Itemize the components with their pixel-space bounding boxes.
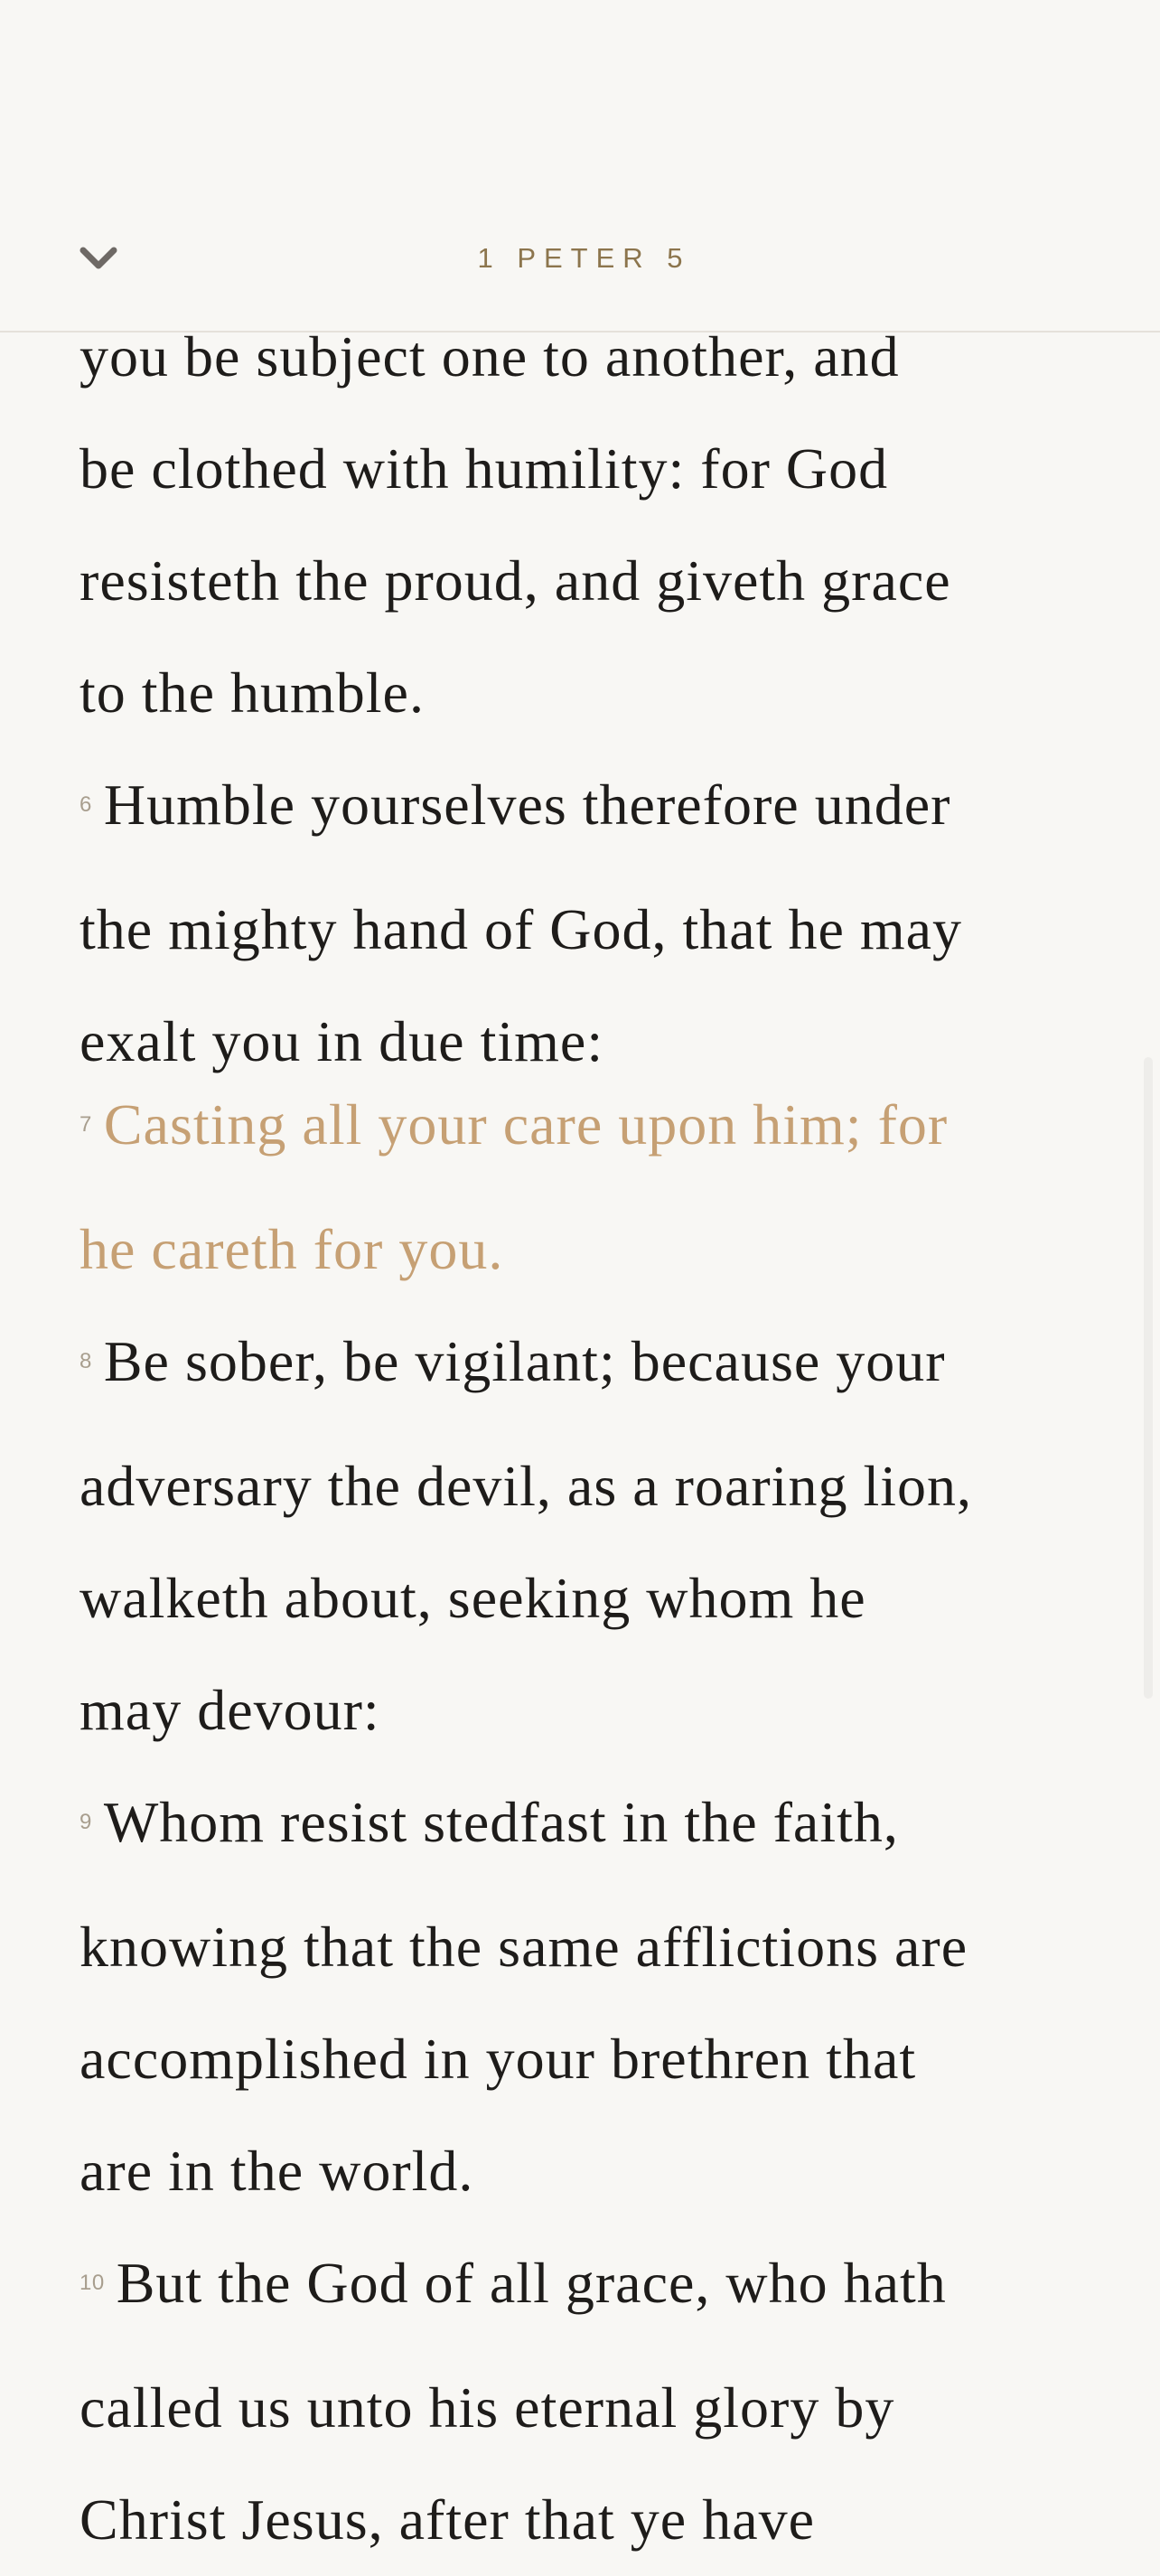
verse-line: exalt you in due time: (80, 1009, 604, 1073)
verse-line: walketh about, seeking whom he (80, 1566, 866, 1630)
verse-paragraph[interactable] (80, 2227, 1124, 2576)
verse-line: resisteth the proud, and giveth grace (80, 548, 951, 613)
verse-line: $^6$ Humble yourselves therefore under (80, 773, 951, 837)
verse-line: he careth for you. (80, 1217, 504, 1281)
verse-line: accomplished in your brethren that (80, 2027, 917, 2091)
verse-line: knowing that the same afflictions are (80, 1915, 968, 1979)
scrollbar-thumb[interactable] (1144, 1057, 1153, 1699)
verse-line: may devour: (80, 1678, 380, 1742)
verse-line: you be subject one to another, and (80, 324, 900, 389)
verse-paragraph[interactable] (80, 1766, 1124, 2227)
verse-number: 7 (80, 1112, 92, 1137)
verse-line: $^{10}$ But the God of all grace, who hath (80, 2251, 947, 2315)
verse-line: Christ Jesus, after that ye have (80, 2487, 815, 2552)
verse-paragraph[interactable] (80, 1069, 1124, 1306)
verse-paragraph[interactable] (80, 301, 1124, 749)
verse-number: 6 (80, 792, 92, 817)
verse-paragraph[interactable] (80, 1306, 1124, 1766)
verse-line: adversary the devil, as a roaring lion, (80, 1454, 972, 1518)
verse-line: the mighty hand of God, that he may (80, 897, 963, 961)
reader-header (0, 0, 1160, 333)
verse-line: $^9$ Whom resist stedfast in the faith, (80, 1790, 899, 1854)
chapter-title[interactable]: 1 PETER 5 (477, 242, 691, 274)
verse-line: called us unto his eternal glory by (80, 2375, 895, 2440)
verse-number: 9 (80, 1810, 92, 1834)
verse-number: 10 (80, 2271, 105, 2295)
verse-line: be clothed with humility: for God (80, 436, 889, 501)
verse-paragraph[interactable] (80, 749, 1124, 1098)
verse-line: $^7$ Casting all your care upon him; for (80, 1092, 949, 1157)
verse-line: to the humble. (80, 660, 425, 725)
verse-line: $^8$ Be sober, be vigilant; because your (80, 1329, 946, 1393)
scripture-text (80, 301, 1124, 2576)
verse-line: are in the world. (80, 2139, 474, 2203)
verse-number: 8 (80, 1349, 92, 1373)
